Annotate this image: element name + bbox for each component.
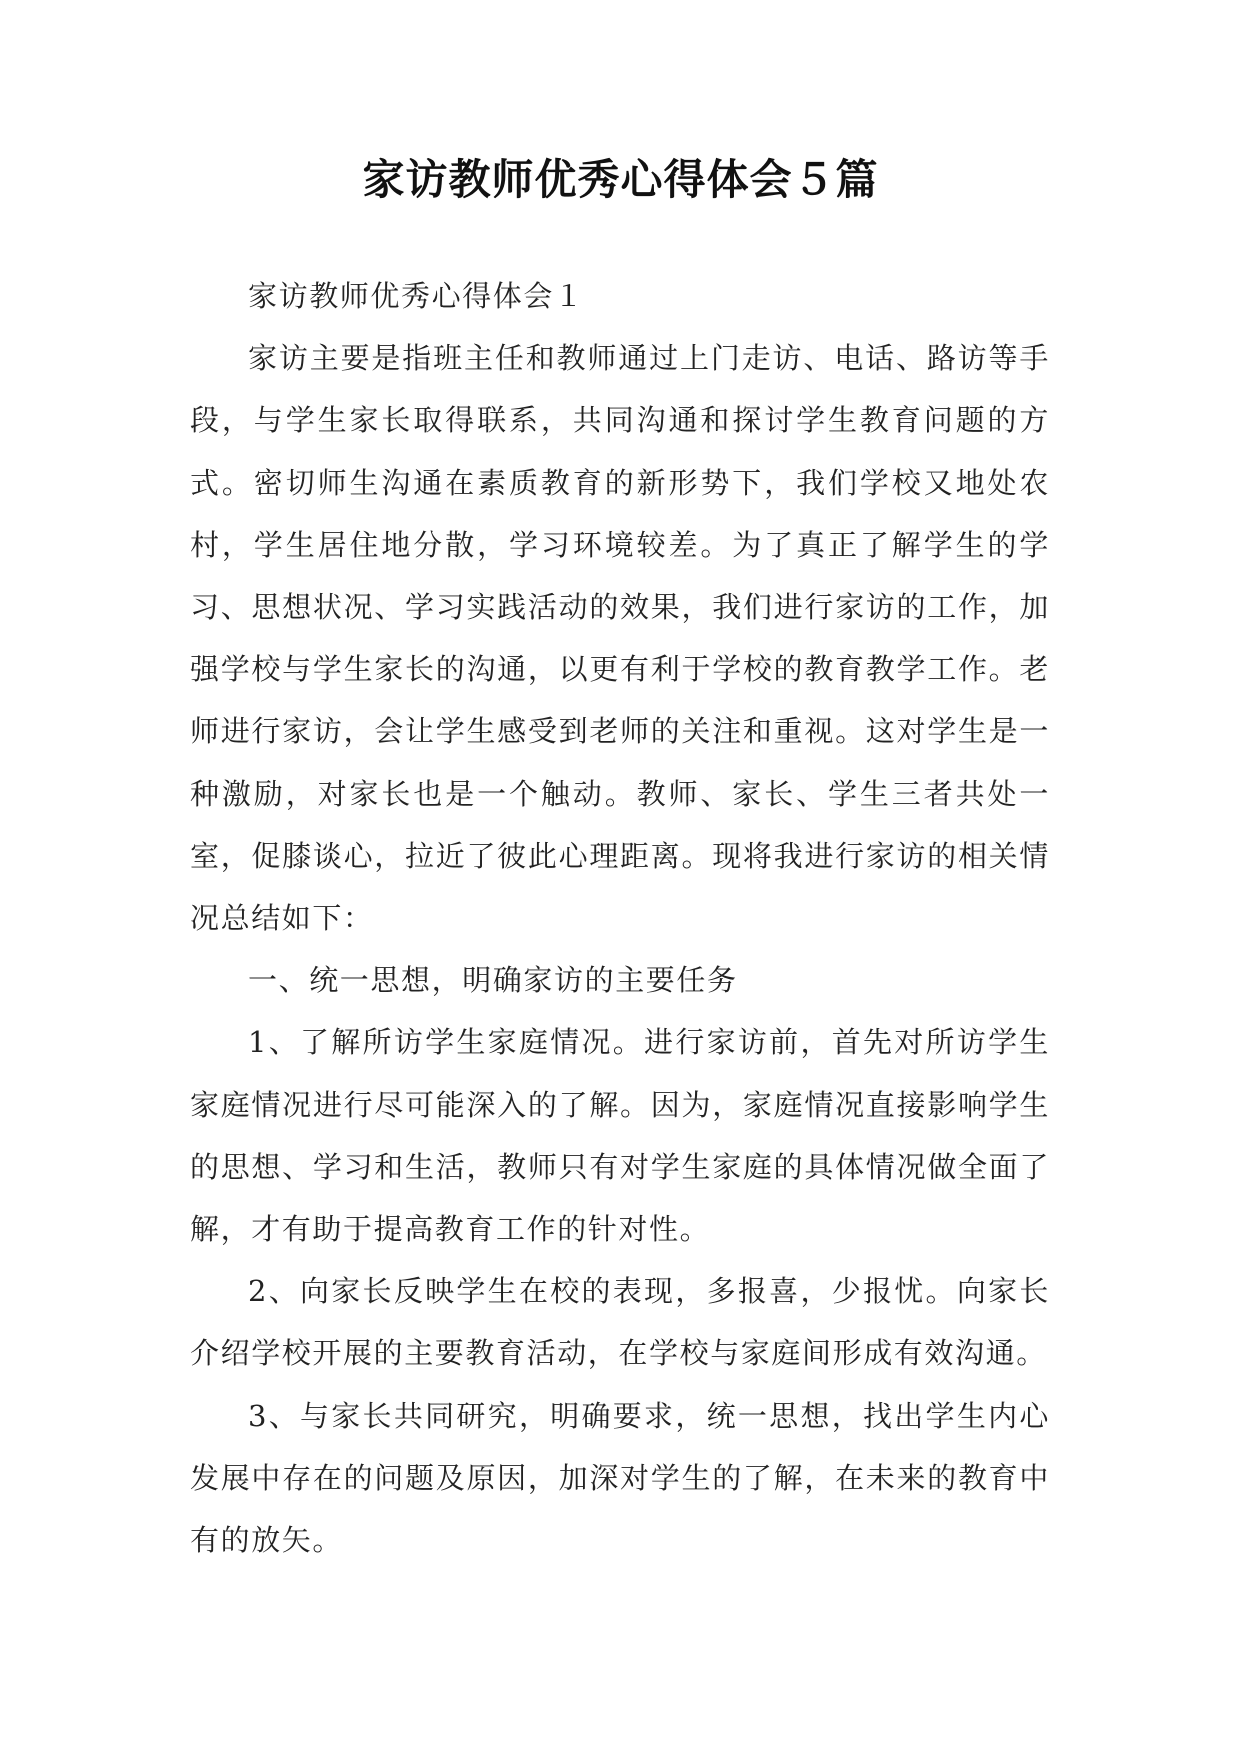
- section-heading: 家访教师优秀心得体会１: [248, 279, 585, 313]
- document-title: 家访教师优秀心得体会５篇: [362, 155, 879, 204]
- document-body: [190, 265, 1050, 1571]
- list-item-3: 3、与家长共同研究，明确要求，统一思想，找出学生内心发展中存在的问题及原因，加深对学生的了解，在未来的教育中有的放矢。: [190, 1398, 1050, 1558]
- list-item-1: 1、了解所访学生家庭情况。进行家访前，首先对所访学生家庭情况进行尽可能深入的了解。因为，家庭情况直接影响学生的思想、学习和生活，教师只有对学生家庭的具体情况做全面了解，才有助于提高教育工作的针对性。: [190, 1025, 1050, 1247]
- subsection-heading: 一、统一思想，明确家访的主要任务: [248, 963, 738, 998]
- intro-paragraph: 家访主要是指班主任和教师通过上门走访、电话、路访等手段，与学生家长取得联系，共同沟通和探讨学生教育问题的方式。密切师生沟通在素质教育的新形势下，我们学校又地处农村，学生居住地分散，学习环境较差。为了真正了解学生的学习、思想状况、学习实践活动的效果，我们进行家访的工作，加强学校与学生家长的沟通，以更有利于学校的教育教学工作。老师进行家访，会让学生感受到老师的关注和重视。这对学生是一种激励，对家长也是一个触动。教师、家长、学生三者共处一室，促膝谈心，拉近了彼此心理距离。现将我进行家访的相关情况总结如下：: [190, 341, 1050, 936]
- list-item-2: 2、向家长反映学生在校的表现，多报喜，少报忧。向家长介绍学校开展的主要教育活动，在学校与家庭间形成有效沟通。: [190, 1274, 1050, 1371]
